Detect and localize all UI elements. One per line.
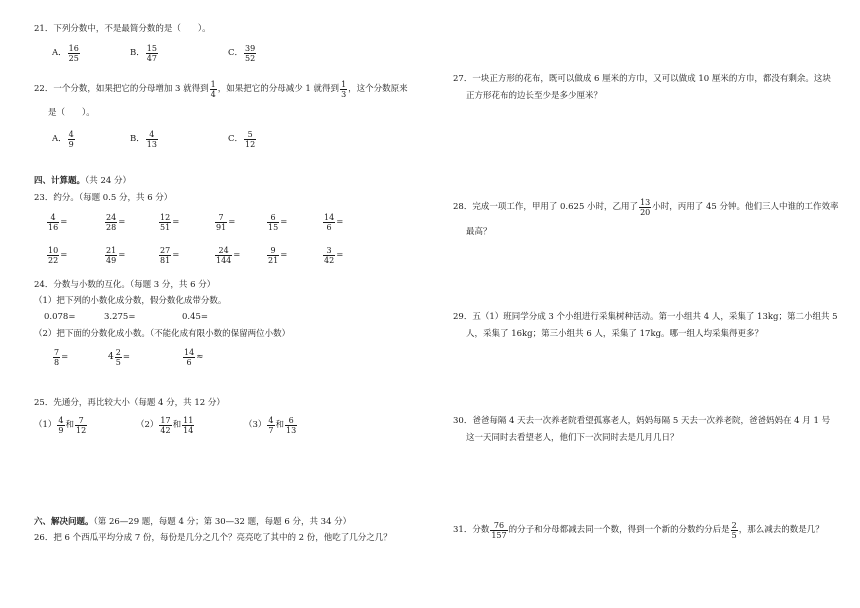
q21-option-c[interactable] (228, 44, 257, 63)
fraction: $\frac{10}{22}$ (48, 246, 59, 265)
fraction: $\frac{4}{13}$ (146, 130, 157, 149)
q22-option-c[interactable] (228, 130, 257, 149)
q30-line1: 30．爸爸每隔 4 天去一次养老院看望孤寡老人，妈妈每隔 5 天去一次养老院，爸爸妈妈在 4 月 1 号 (453, 416, 831, 426)
q22-option-a[interactable] (52, 130, 76, 149)
fraction: $\frac{16}{25}$ (68, 44, 79, 63)
fraction: $\frac{4}{7}$ (268, 416, 274, 435)
q27-line1: 27．一块正方形的花布，既可以做成 6 厘米的方巾，又可以做成 10 厘米的方巾，都没有剩余。这块 (453, 74, 831, 84)
q24-decimal[interactable]: 0.45= (182, 312, 209, 322)
section-6-heading: 六、解决问题。（第 26—29 题，每题 4 分；第 30—32 题，每题 6 分，共 34 分） (34, 517, 352, 527)
q25-stem: 25．先通分，再比较大小（每题 4 分，共 12 分） (34, 398, 225, 408)
fraction: $\frac{12}{51}$ (160, 213, 171, 232)
q23-item[interactable]: $\frac{7}{91}$ = (216, 213, 236, 232)
q27-line2: 正方形花布的边长至少是多少厘米？ (466, 91, 603, 101)
fraction: $\frac{4}{16}$ (48, 213, 59, 232)
q23-item[interactable]: $\frac{27}{81}$ = (160, 246, 180, 265)
q23-item[interactable]: $\frac{12}{51}$ = (160, 213, 180, 232)
fraction: $\frac{14}{6}$ (184, 348, 195, 367)
fraction: $\frac{2}{5}$ (115, 348, 121, 367)
q28-stem: 28．完成一项工作，甲用了 0.625 小时，乙用了 $\frac{13}{20}$ 小时，丙用了 45 分钟。他们三人中谁的工作效率 (453, 198, 839, 217)
option-label: B． (130, 48, 145, 58)
option-label: C． (228, 48, 244, 58)
q24-fraction-item[interactable]: 4 $\frac{2}{5}$ = (108, 348, 130, 367)
fraction: $\frac{7}{91}$ (216, 213, 227, 232)
q21-stem: 21．下列分数中，不是最简分数的是（ ）。 (34, 24, 211, 34)
q28-line2: 最高？ (466, 227, 492, 237)
q24-sub2: （2）把下面的分数化成小数。（不能化成有限小数的保留两位小数） (34, 329, 291, 339)
fraction: $\frac{24}{144}$ (216, 246, 232, 265)
q21-option-b[interactable] (130, 44, 159, 63)
fraction: $\frac{4}{9}$ (68, 130, 74, 149)
fraction: $\frac{4}{9}$ (58, 416, 64, 435)
fraction: $\frac{1}{3}$ (341, 80, 347, 99)
q25-item[interactable]: （2） $\frac{17}{42}$ 和 $\frac{11}{14}$ (136, 416, 194, 435)
q26-stem: 26．把 6 个西瓜平均分成 7 份，每份是几分之几个？亮亮吃了其中的 2 份，他吃了几分之几？ (34, 533, 392, 543)
q24-fraction-item[interactable]: $\frac{7}{8}$ = (54, 348, 69, 367)
fraction: $\frac{39}{52}$ (245, 44, 256, 63)
q24-sub1: （1）把下列的小数化成分数，假分数化成带分数。 (34, 296, 227, 306)
q24-decimal[interactable]: 3.275= (104, 312, 136, 322)
q22-stem: 22．一个分数，如果把它的分母增加 3 就得到 $\frac{1}{4}$ ，如果把它的分母减少 1 就得到 $\frac{1}{3}$ ，这个分数原来 (34, 80, 408, 99)
q24-decimal[interactable]: 0.078= (44, 312, 76, 322)
option-label: C． (228, 134, 244, 144)
fraction: $\frac{7}{8}$ (54, 348, 60, 367)
fraction: $\frac{6}{13}$ (286, 416, 297, 435)
q23-item[interactable]: $\frac{24}{28}$ = (106, 213, 126, 232)
q23-item[interactable]: $\frac{14}{6}$ = (324, 213, 344, 232)
q30-line2: 这一天同时去看望老人，他们下一次同时去是几月几日？ (466, 433, 679, 443)
q23-item[interactable]: $\frac{3}{42}$ = (324, 246, 344, 265)
fraction: $\frac{9}{21}$ (268, 246, 279, 265)
q23-item[interactable]: $\frac{24}{144}$ = (216, 246, 241, 265)
option-label: B． (130, 134, 145, 144)
fraction: $\frac{17}{42}$ (160, 416, 171, 435)
fraction: $\frac{2}{5}$ (731, 521, 737, 540)
q23-item[interactable]: $\frac{6}{15}$ = (268, 213, 288, 232)
fraction: $\frac{5}{12}$ (245, 130, 256, 149)
q25-item[interactable]: （3） $\frac{4}{7}$ 和 $\frac{6}{13}$ (244, 416, 297, 435)
option-label: A． (52, 134, 67, 144)
q29-line1: 29．五（1）班同学分成 3 个小组进行采集树种活动。第一小组共 4 人，采集了 13kg；第二小组共 5 (453, 312, 838, 322)
q24-fraction-item[interactable]: $\frac{14}{6}$ ≈ (184, 348, 204, 367)
fraction: $\frac{11}{14}$ (183, 416, 194, 435)
fraction: $\frac{27}{81}$ (160, 246, 171, 265)
fraction: $\frac{21}{49}$ (106, 246, 117, 265)
q22-stem-line2: 是（ ）。 (48, 108, 95, 118)
option-label: A． (52, 48, 67, 58)
q23-item[interactable]: $\frac{10}{22}$ = (48, 246, 68, 265)
fraction: $\frac{7}{12}$ (76, 416, 87, 435)
fraction: $\frac{15}{47}$ (146, 44, 157, 63)
q29-line2: 人，采集了 16kg；第三小组共 6 人，采集了 17kg。哪一组人均采集得更多？ (466, 329, 764, 339)
fraction: $\frac{13}{20}$ (640, 198, 651, 217)
q24-stem: 24．分数与小数的互化。（每题 3 分，共 6 分） (34, 280, 216, 290)
q21-option-a[interactable] (52, 44, 81, 63)
fraction: $\frac{24}{28}$ (106, 213, 117, 232)
q25-item[interactable]: （1） $\frac{4}{9}$ 和 $\frac{7}{12}$ (34, 416, 87, 435)
fraction: $\frac{14}{6}$ (324, 213, 335, 232)
q23-stem: 23．约分。（每题 0.5 分，共 6 分） (34, 193, 173, 203)
fraction: $\frac{6}{15}$ (268, 213, 279, 232)
q31-stem: 31．分数 $\frac{76}{157}$ 的分子和分母都减去同一个数，得到一个新的分数约分后是 $\frac{2}{5}$ ，那么减去的数是几？ (453, 521, 824, 540)
fraction: $\frac{76}{157}$ (491, 521, 507, 540)
q23-item[interactable]: $\frac{21}{49}$ = (106, 246, 126, 265)
fraction: $\frac{3}{42}$ (324, 246, 335, 265)
section-4-heading: 四、计算题。（共 24 分） (34, 176, 131, 186)
q23-item[interactable]: $\frac{4}{16}$ = (48, 213, 68, 232)
fraction: $\frac{1}{4}$ (210, 80, 216, 99)
q23-item[interactable]: $\frac{9}{21}$ = (268, 246, 288, 265)
q22-option-b[interactable] (130, 130, 159, 149)
